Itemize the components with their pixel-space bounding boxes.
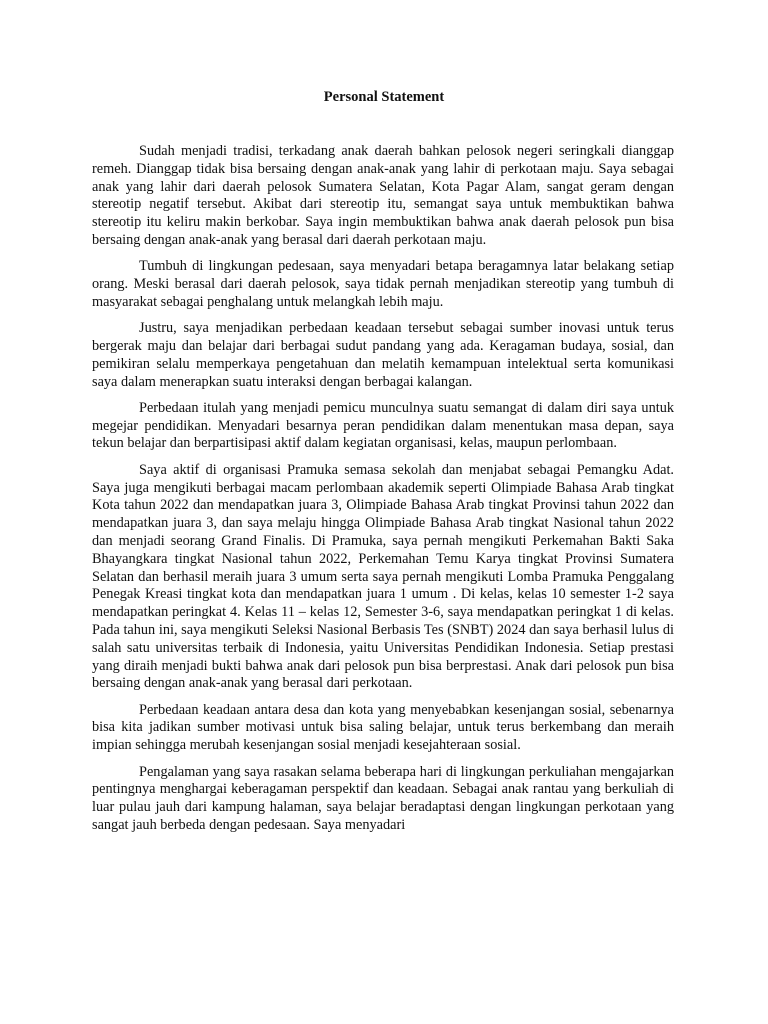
document-body [92, 143, 674, 843]
paragraph-3: Justru, saya menjadikan perbedaan keadaan tersebut sebagai sumber inovasi untuk terus bergerak maju dan belajar dari berbagai sudut pandang yang ada. Keragaman budaya, sosial, dan pemikiran selalu memperkaya pengetahuan dan melatih kemampuan intelektual serta komunikasi saya dalam menerapkan suatu interaksi dengan berbagai kalangan. [92, 320, 674, 390]
paragraph-1: Sudah menjadi tradisi, terkadang anak daerah bahkan pelosok negeri seringkali dianggap remeh. Dianggap tidak bisa bersaing dengan anak-anak yang lahir di perkotaan maju. Saya sebagai anak yang lahir dari daerah pelosok Sumatera Selatan, Kota Pagar Alam, sangat geram dengan stereotip negatif tersebut. Akibat dari stereotip itu, semangat saya untuk membuktikan bahwa stereotip itu keliru makin berkobar. Saya ingin membuktikan bahwa anak daerah pelosok pun bisa bersaing dengan anak-anak yang berasal dari daerah perkotaan maju. [92, 143, 674, 248]
paragraph-2: Tumbuh di lingkungan pedesaan, saya menyadari betapa beragamnya latar belakang setiap orang. Meski berasal dari daerah pelosok, saya tidak pernah menjadikan stereotip yang tumbuh di masyarakat sebagai penghalang untuk melangkah lebih maju. [92, 258, 674, 310]
document-title: Personal Statement [323, 89, 445, 105]
paragraph-7: Pengalaman yang saya rasakan selama beberapa hari di lingkungan perkuliahan mengajarkan pentingnya menghargai keberagaman perspektif dan keadaan. Sebagai anak rantau yang berkuliah di luar pulau jauh dari kampung halaman, saya belajar beradaptasi dengan lingkungan perkotaan yang sangat jauh berbeda dengan pedesaan. Saya menyadari [92, 763, 674, 833]
paragraph-6: Perbedaan keadaan antara desa dan kota yang menyebabkan kesenjangan sosial, sebenarnya bisa kita jadikan sumber motivasi untuk bisa saling belajar, untuk terus berkembang dan meraih impian sehingga merubah kesenjangan sosial menjadi kesejahteraan sosial. [92, 701, 674, 754]
paragraph-5: Saya aktif di organisasi Pramuka semasa sekolah dan menjabat sebagai Pemangku Adat. Saya juga mengikuti berbagai macam perlombaan akademik seperti Olimpiade Bahasa Arab tingkat Kota tahun 2022 dan mendapatkan juara 3, Olimpiade Bahasa Arab tingkat Provinsi tahun 2022 dan mendapatkan juara 3, dan saya melaju hingga Olimpiade Bahasa Arab tingkat Nasional tahun 2022 dan menjadi seorang Grand Finalis. Di Pramuka, saya pernah mengikuti Perkemahan Bakti Saka Bhayangkara tingkat Nasional tahun 2022, Perkemahan Temu Karya tingkat Provinsi Sumatera Selatan dan berhasil meraih juara 3 umum serta saya pernah mengikuti Lomba Pramuka Penggalang Penegak Kreasi tingkat kota dan mendapatkan juara 1 umum . Di kelas, kelas 10 semester 1-2 saya mendapatkan peringkat 4. Kelas 11 – kelas 12, Semester 3-6, saya mendapatkan peringkat 1 di kelas. Pada tahun ini, saya mengikuti Seleksi Nasional Berbasis Tes (SNBT) 2024 dan saya berhasil lulus di salah satu universitas terbaik di Indonesia, yaitu Universitas Pendidikan Indonesia. Setiap prestasi yang diraih menjadi bukti bahwa anak dari pelosok pun bisa berprestasi. Anak dari pelosok pun bisa bersaing dengan anak-anak yang berasal dari perkotaan. [92, 461, 674, 692]
paragraph-4: Perbedaan itulah yang menjadi pemicu munculnya suatu semangat di dalam diri saya untuk megejar pendidikan. Menyadari besarnya peran pendidikan dalam menentukan masa depan, saya tekun belajar dan berpartisipasi aktif dalam kegiatan organisasi, kelas, maupun perlombaan. [92, 399, 674, 452]
